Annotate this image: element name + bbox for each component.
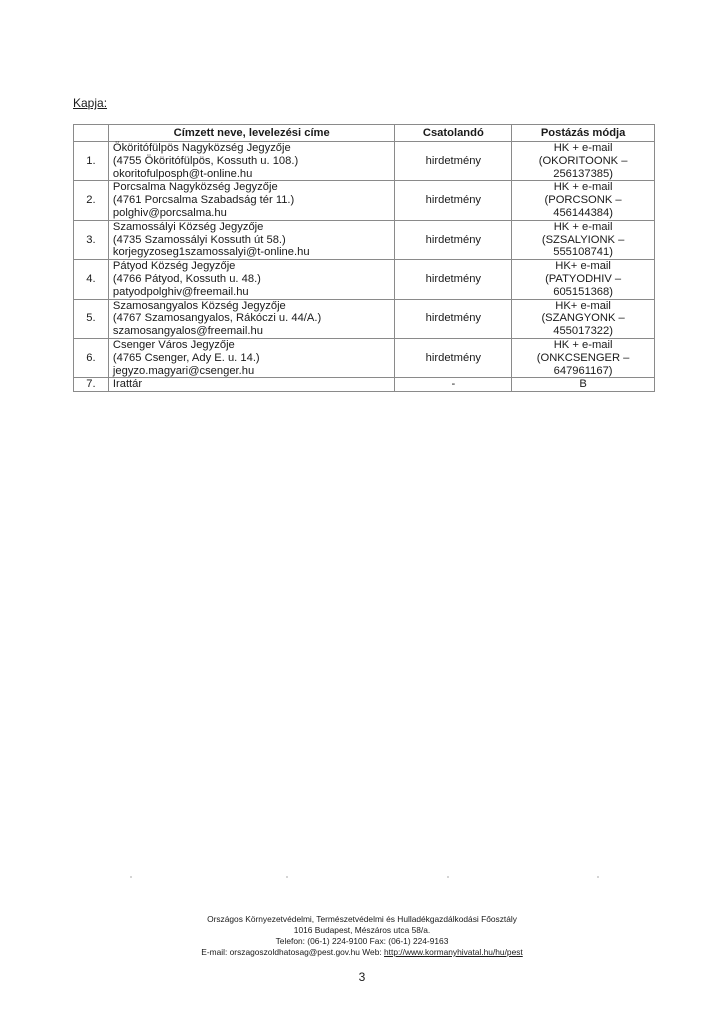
posting-id: (OKORITOONK – xyxy=(538,154,628,167)
posting-number: 555108741) xyxy=(553,246,613,259)
attachment-cell: hirdetmény xyxy=(395,142,512,181)
recipient-address: (4755 Ököritófülpös, Kossuth u. 108.) xyxy=(112,154,299,167)
recipient-name: Szamossályi Község Jegyzője xyxy=(112,220,264,233)
recipient-email: polghiv@porcsalma.hu xyxy=(112,206,227,219)
recipient-cell xyxy=(108,181,395,220)
attachment-cell: hirdetmény xyxy=(395,181,512,220)
posting-method: HK + e-mail xyxy=(553,181,613,194)
header-number xyxy=(74,125,109,142)
posting-id: (SZSALYIONK – xyxy=(541,233,625,246)
attachment-cell: - xyxy=(395,378,512,392)
recipient-email: okoritofulposph@t-online.hu xyxy=(112,167,253,180)
posting-method: HK + e-mail xyxy=(553,220,613,233)
recipient-name: Ököritófülpös Nagyközség Jegyzője xyxy=(112,142,291,154)
recipient-email: jegyzo.magyari@csenger.hu xyxy=(112,364,255,377)
recipient-cell xyxy=(108,260,395,299)
table-row xyxy=(74,299,655,338)
recipient-address: (4766 Pátyod, Kossuth u. 48.) xyxy=(112,272,261,285)
footer-email: E-mail: orszagoszoldhatosag@pest.gov.hu Web: xyxy=(201,947,385,957)
posting-cell xyxy=(512,220,655,259)
posting-method: HK+ e-mail xyxy=(555,260,611,273)
page-footer xyxy=(0,914,724,958)
footer-address: 1016 Budapest, Mészáros utca 58/a. xyxy=(293,925,431,935)
posting-cell xyxy=(512,299,655,338)
table-row xyxy=(74,142,655,181)
recipient-cell xyxy=(108,338,395,377)
posting-number: 256137385) xyxy=(553,167,613,180)
posting-method: HK+ e-mail xyxy=(555,299,611,312)
posting-cell xyxy=(512,338,655,377)
footer-department: Országos Környezetvédelmi, Természetvédelmi és Hulladékgazdálkodási Főosztály xyxy=(207,914,517,924)
header-posting: Postázás módja xyxy=(512,125,655,142)
posting-number: 605151368) xyxy=(553,285,613,298)
recipient-address: (4735 Szamossályi Kossuth út 58.) xyxy=(112,233,286,246)
recipient-address: (4767 Szamosangyalos, Rákóczi u. 44/A.) xyxy=(112,312,322,325)
recipient-email: patyodpolghiv@freemail.hu xyxy=(112,285,249,298)
footer-web-link[interactable]: http://www.kormanyhivatal.hu/hu/pest xyxy=(384,947,523,957)
posting-id: (PATYODHIV – xyxy=(545,272,622,285)
recipient-name: Csenger Város Jegyzője xyxy=(112,338,235,351)
recipient-address: (4765 Csenger, Ady E. u. 14.) xyxy=(112,351,260,364)
scan-speck xyxy=(447,876,449,878)
table-row xyxy=(74,181,655,220)
posting-id: (ONKCSENGER – xyxy=(536,351,630,364)
posting-cell xyxy=(512,142,655,181)
kapja-label: Kapja: xyxy=(73,96,108,110)
row-number: 7. xyxy=(74,378,109,392)
table-row xyxy=(74,378,655,392)
posting-cell xyxy=(512,181,655,220)
scan-speck xyxy=(130,876,132,878)
row-number: 6. xyxy=(74,338,109,377)
attachment-cell: hirdetmény xyxy=(395,220,512,259)
table-row xyxy=(74,220,655,259)
scan-speck xyxy=(286,876,288,878)
recipient-name: Porcsalma Nagyközség Jegyzője xyxy=(112,181,278,194)
header-attachment: Csatolandó xyxy=(395,125,512,142)
footer-phone-fax: Telefon: (06-1) 224-9100 Fax: (06-1) 224-9163 xyxy=(275,936,449,946)
row-number: 3. xyxy=(74,220,109,259)
table-row xyxy=(74,338,655,377)
posting-id: (SZANGYONK – xyxy=(541,312,625,325)
recipient-cell xyxy=(108,220,395,259)
posting-cell: B xyxy=(512,378,655,392)
recipient-name: Irattár xyxy=(108,378,395,392)
recipient-email: korjegyzoseg1szamossalyi@t-online.hu xyxy=(112,246,310,259)
recipient-name: Pátyod Község Jegyzője xyxy=(112,260,236,273)
attachment-cell: hirdetmény xyxy=(395,299,512,338)
header-recipient: Címzett neve, levelezési címe xyxy=(108,125,395,142)
recipient-cell xyxy=(108,299,395,338)
posting-id: (PORCSONK – xyxy=(544,194,622,207)
posting-number: 455017322) xyxy=(553,325,613,338)
recipient-email: szamosangyalos@freemail.hu xyxy=(112,325,263,338)
row-number: 4. xyxy=(74,260,109,299)
recipient-address: (4761 Porcsalma Szabadság tér 11.) xyxy=(112,194,295,207)
recipients-table xyxy=(73,124,655,392)
scan-speck xyxy=(597,876,599,878)
row-number: 2. xyxy=(74,181,109,220)
row-number: 5. xyxy=(74,299,109,338)
table-row xyxy=(74,260,655,299)
posting-cell xyxy=(512,260,655,299)
attachment-cell: hirdetmény xyxy=(395,260,512,299)
attachment-cell: hirdetmény xyxy=(395,338,512,377)
posting-number: 647961167) xyxy=(553,364,613,377)
footer-contact xyxy=(0,947,724,958)
recipient-name: Szamosangyalos Község Jegyzője xyxy=(112,299,286,312)
posting-method: HK + e-mail xyxy=(553,142,613,154)
posting-method: HK + e-mail xyxy=(553,338,613,351)
recipient-cell xyxy=(108,142,395,181)
posting-number: 456144384) xyxy=(553,206,613,219)
table-header-row xyxy=(74,125,655,142)
row-number: 1. xyxy=(74,142,109,181)
page-number: 3 xyxy=(358,970,366,984)
